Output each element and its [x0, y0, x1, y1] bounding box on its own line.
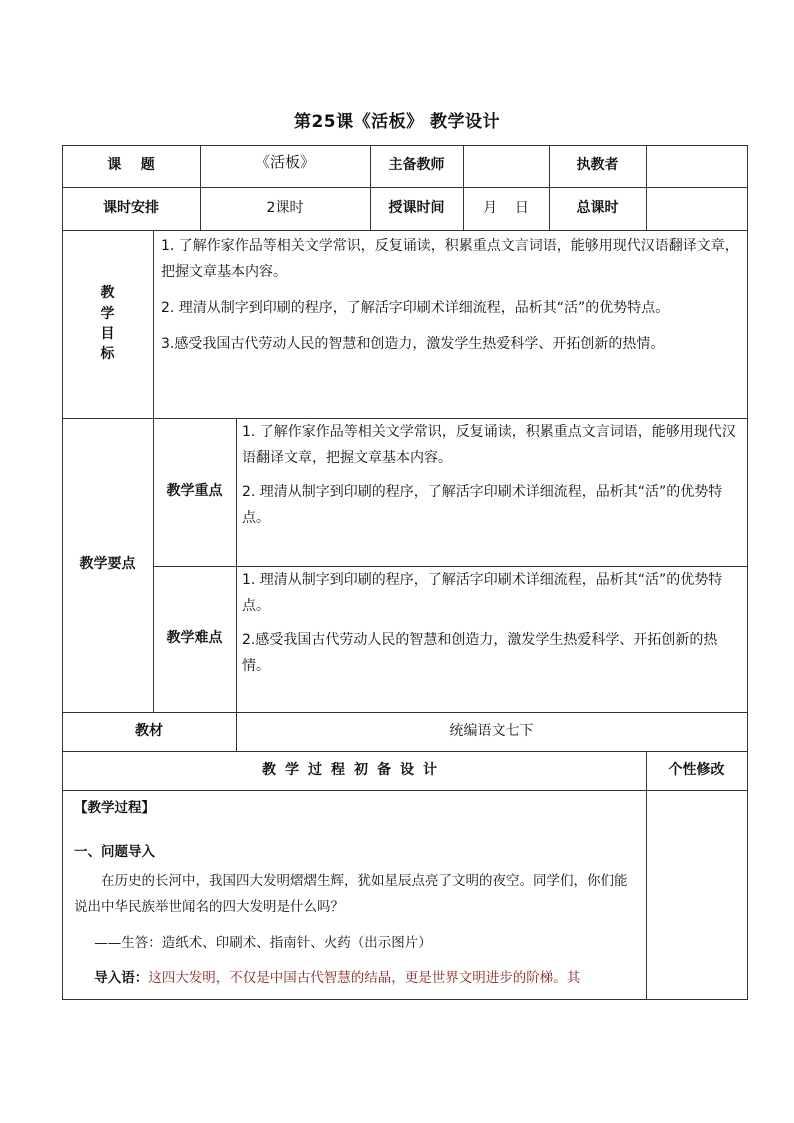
difficulty-item: 1. 理清从制字到印刷的程序，了解活字印刷术详细流程，品析其“活”的优势特点。: [242, 572, 723, 614]
process-header-text: 教学过程初备设计: [262, 761, 446, 778]
textbook-value-text: 统编语文七下: [449, 722, 534, 739]
time-value-text: 月 日: [483, 199, 529, 216]
objective-item: 1. 了解作家作品等相关文学常识，反复诵读，积累重点文言词语，能够用现代汉语翻译文章，把握文章基本内容。: [161, 238, 739, 280]
modification-area[interactable]: [646, 790, 747, 999]
topic-value: [200, 145, 370, 187]
focus-item: 1. 了解作家作品等相关文学常识，反复诵读，积累重点文言词语，能够用现代汉语翻译文章，把握文章基本内容。: [242, 424, 736, 466]
difficulty-content: [236, 566, 747, 712]
executor-label: [549, 145, 646, 187]
modification-header-text: 个性修改: [668, 761, 725, 778]
schedule-label-text: 课时安排: [103, 199, 159, 216]
executor-label-text: 执教者: [576, 157, 619, 174]
schedule-value: [200, 187, 370, 230]
teacher-value[interactable]: [463, 145, 549, 187]
intro-label: 导入语：: [94, 970, 149, 987]
time-label-text: 授课时间: [388, 199, 445, 216]
intro-paragraph: 在历史的长河中，我国四大发明熠熠生辉，犹如星辰点亮了文明的夜空。同学们，你们能说出中华民族举世闻名的四大发明是什么吗？: [74, 873, 628, 915]
focus-item: 2. 理清从制字到印刷的程序，了解活字印刷术详细流程，品析其“活”的优势特点。: [242, 483, 723, 526]
time-value[interactable]: [463, 187, 549, 230]
difficulty-label-text: 教学难点: [166, 630, 223, 647]
difficulty-label: [153, 566, 236, 712]
page-title: 第25课《活板》 教学设计: [293, 112, 501, 132]
process-heading: 【教学过程】: [74, 800, 155, 816]
time-label: [370, 187, 463, 230]
teacher-label-text: 主备教师: [388, 157, 445, 174]
key-points-label: [62, 418, 153, 712]
objective-item: 2. 理清从制字到印刷的程序，了解活字印刷术详细流程，品析其“活”的优势特点。: [161, 299, 670, 316]
textbook-label: [62, 712, 236, 751]
objectives-label-char: 标: [100, 346, 115, 363]
total-label-text: 总课时: [576, 199, 619, 216]
difficulty-item: 2.感受我国古代劳动人民的智慧和创造力，激发学生热爱科学、开拓创新的热情。: [242, 631, 718, 674]
total-label: [549, 187, 646, 230]
intro-speech: [94, 966, 638, 992]
topic-label-text: 课 题: [107, 157, 155, 174]
table-border: [747, 145, 748, 1000]
topic-value-text: 《活板》: [254, 153, 315, 171]
objectives-label-char: 学: [100, 305, 115, 322]
process-content: [62, 790, 646, 999]
schedule-label: [62, 187, 200, 230]
focus-content: [236, 418, 747, 566]
teacher-label: [370, 145, 463, 187]
total-value[interactable]: [646, 187, 747, 230]
schedule-value-text: 2课时: [266, 199, 304, 216]
key-points-label-text: 教学要点: [79, 556, 136, 573]
section-title: 一、问题导入: [74, 843, 155, 860]
focus-label-text: 教学重点: [166, 483, 223, 500]
textbook-label-text: 教材: [135, 722, 163, 739]
executor-value[interactable]: [646, 145, 747, 187]
objective-item: 3.感受我国古代劳动人民的智慧和创造力，激发学生热爱科学、开拓创新的热情。: [161, 335, 665, 352]
process-header: [62, 751, 646, 790]
modification-header: [646, 751, 747, 790]
textbook-value: [236, 712, 747, 751]
objectives-label-char: 教: [100, 285, 115, 302]
objectives-content: [153, 230, 747, 418]
objectives-label-char: 目: [100, 326, 115, 342]
student-answer: ——生答：造纸术、印刷术、指南针、火药（出示图片）: [94, 934, 432, 951]
objectives-label: [62, 230, 153, 418]
intro-text: 这四大发明，不仅是中国古代智慧的结晶，更是世界文明进步的阶梯。其: [148, 970, 581, 987]
topic-label: [62, 145, 200, 187]
focus-label: [153, 418, 236, 566]
